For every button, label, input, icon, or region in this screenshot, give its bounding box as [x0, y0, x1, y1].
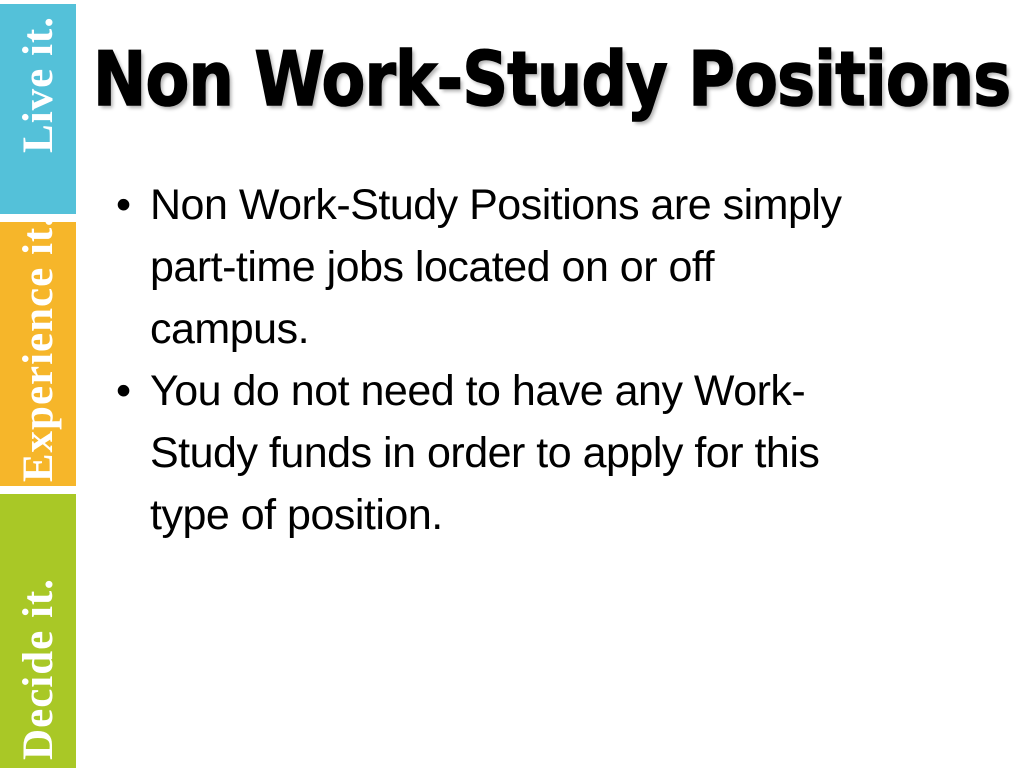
- sidebar-label-live-it: Live it.: [14, 16, 62, 153]
- sidebar-bar-live-it: [0, 4, 76, 214]
- sidebar-bar-decide-it: [0, 494, 76, 768]
- bullet-text: You do not need to have any Work- Study funds in order to apply for this type of position.: [150, 367, 820, 539]
- bullet-text: Non Work-Study Positions are simply part-time jobs located on or off campus.: [150, 181, 842, 353]
- list-item: [116, 174, 976, 360]
- sidebar-label-decide-it: Decide it.: [14, 578, 62, 760]
- slide-title: Non Work-Study Positions: [93, 35, 1011, 123]
- sidebar-bar-experience-it: [0, 214, 76, 486]
- bullet-icon: •: [116, 367, 132, 415]
- bullet-list: [116, 174, 976, 546]
- list-item: [116, 360, 976, 546]
- bullet-icon: •: [116, 181, 132, 229]
- sidebar-label-experience-it: Experience it.: [14, 214, 62, 482]
